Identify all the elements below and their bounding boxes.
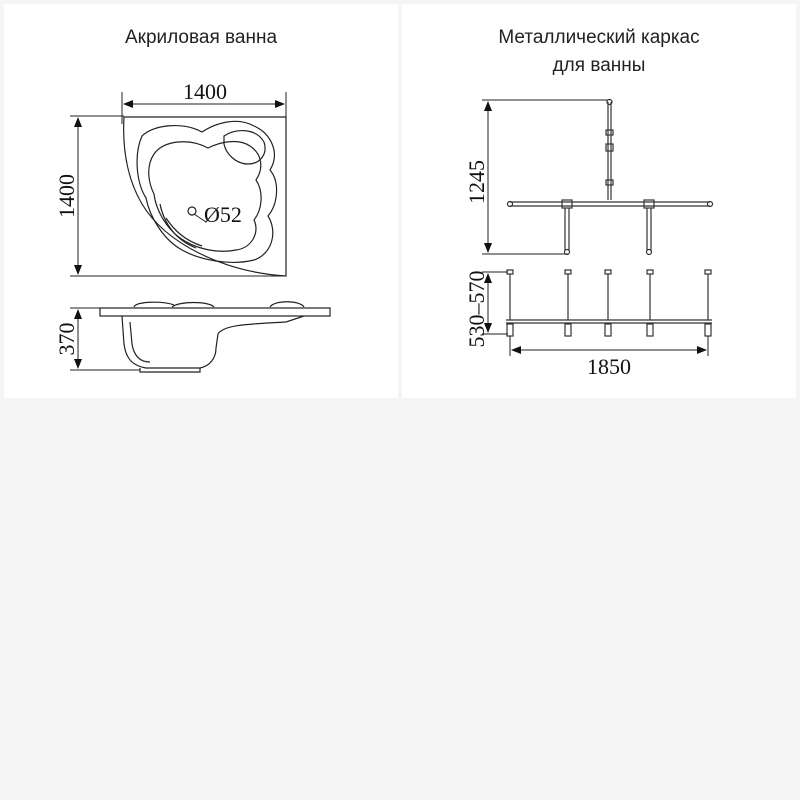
frame-title-line1: Металлический каркас: [498, 27, 700, 48]
drain-dimension: [194, 202, 242, 227]
leg-height-label: 530–570: [464, 270, 489, 348]
frame-height-dimension: [464, 100, 608, 254]
frame-drawing: [402, 4, 796, 398]
depth-label: 1400: [54, 174, 79, 218]
frame-title-line2: для ванны: [552, 55, 646, 76]
frame-height-label: 1245: [464, 160, 489, 204]
bathtub-side-view: [100, 302, 330, 372]
frame-side-view: [506, 270, 712, 336]
height-label: 370: [54, 322, 79, 356]
frame-length-label: 1850: [587, 354, 631, 379]
bathtub-panel: [4, 4, 398, 398]
drain-label: Ø52: [204, 202, 242, 227]
width-label: 1400: [183, 79, 227, 104]
height-dimension: [54, 308, 140, 370]
depth-dimension: [54, 116, 286, 276]
frame-length-dimension: [510, 336, 708, 379]
frame-panel: [402, 4, 796, 398]
leg-height-dimension: [464, 271, 508, 348]
bathtub-drawing: [4, 4, 398, 398]
bathtub-top-view: [124, 117, 286, 276]
bathtub-title: Акриловая ванна: [124, 27, 278, 48]
frame-top-view: [508, 100, 713, 255]
